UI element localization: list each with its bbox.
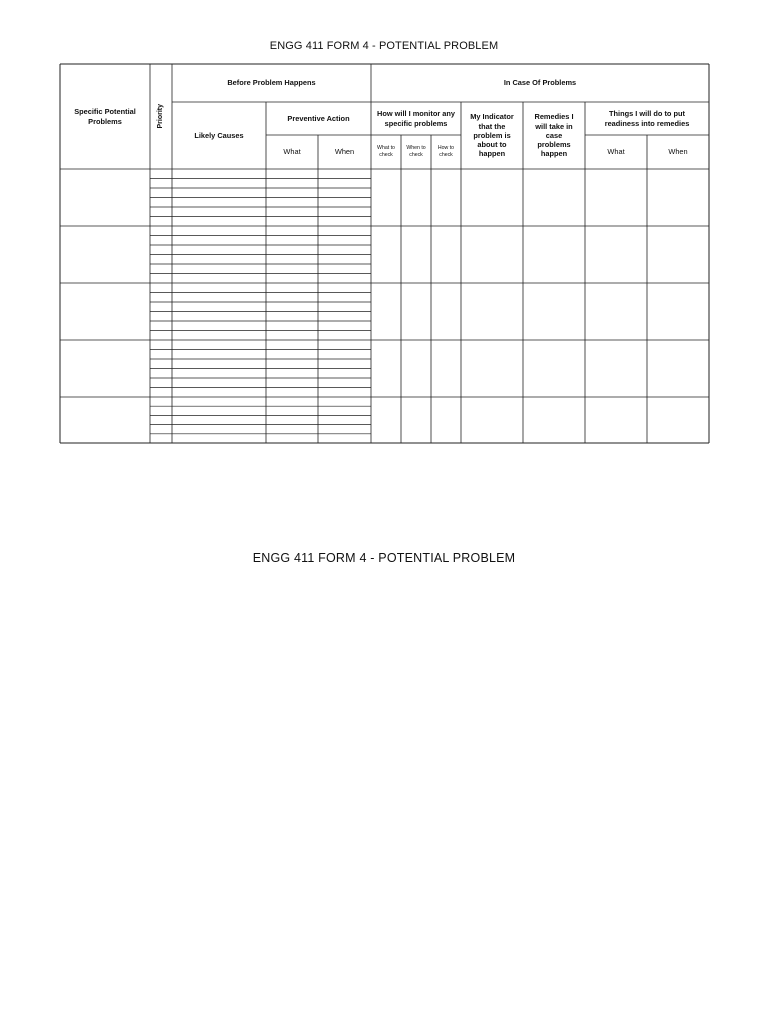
header-specific-potential-problems: Specific Potential Problems [74, 107, 136, 126]
priority-label: Priority [156, 104, 164, 129]
form-title-second-page: ENGG 411 FORM 4 - POTENTIAL PROBLEM [252, 551, 516, 565]
header-preventive-when: When [334, 147, 355, 157]
header-before-problem-happens: Before Problem Happens [227, 78, 316, 88]
header-remedies: Remedies I will take in case problems happen [534, 112, 574, 159]
header-readiness-what: What [607, 147, 625, 157]
header-preventive-action: Preventive Action [287, 113, 350, 123]
header-readiness-when: When [668, 147, 688, 157]
header-in-case-of-problems: In Case Of Problems [503, 78, 577, 88]
form-title: ENGG 411 FORM 4 - POTENTIAL PROBLEM [269, 40, 499, 52]
header-priority [150, 64, 172, 169]
header-monitor-how-to-check: How to check [437, 144, 455, 158]
header-likely-causes: Likely Causes [194, 130, 244, 140]
header-preventive-what: What [283, 147, 301, 157]
header-monitor-when-to-check: When to check [406, 144, 426, 158]
header-monitor-what-to-check: What to check [377, 144, 395, 158]
header-indicator: My Indicator that the problem is about to happen [470, 112, 514, 159]
header-readiness: Things I will do to put readiness into remedies [604, 109, 690, 128]
header-monitor: How will I monitor any specific problems [376, 109, 456, 128]
